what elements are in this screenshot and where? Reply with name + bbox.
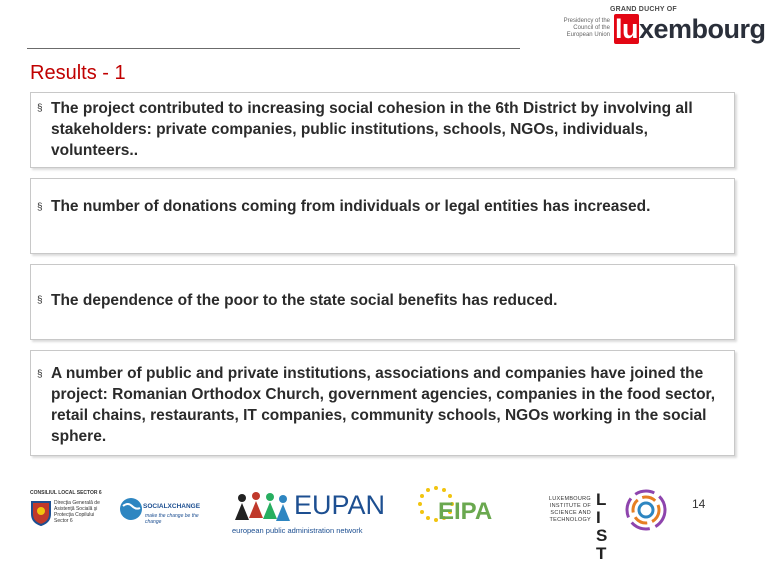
bullet-icon: §	[37, 369, 43, 380]
lux-suffix: xembourg	[639, 14, 766, 44]
header-divider	[27, 48, 520, 49]
bullet-icon: §	[37, 202, 43, 213]
result-text: The dependence of the poor to the state social benefits has reduced.	[51, 292, 558, 309]
slide-title: Results - 1	[30, 62, 126, 84]
page-number: 14	[692, 497, 706, 511]
result-box-2	[30, 178, 735, 254]
result-box-4	[30, 350, 735, 456]
luxembourg-wordmark	[614, 14, 766, 45]
dgaspc-text: Direcţia Generală de Asistenţă Socială şi Protecţia Copilului Sector 6	[54, 500, 100, 524]
social-change-tagline: make the change be the change	[145, 513, 199, 525]
result-box-1	[30, 92, 735, 168]
list-institute-text: LUXEMBOURG INSTITUTE OF SCIENCE AND TECHNOLOGY	[548, 496, 591, 523]
grand-duchy-text: GRAND DUCHY OF	[610, 6, 677, 13]
eupan-subtitle: european public administration network	[232, 526, 363, 535]
consiliul-text: CONSILIUL LOCAL SECTOR 6	[30, 490, 102, 496]
result-text: A number of public and private institutions, associations and companies have joined the project: Romanian Orthodox Church, government agencies, companies in the food sector, retail chains, restaurants, IT companies, community schools, NGOs working in the social sphere.	[51, 365, 716, 445]
eipa-wordmark: EIPA	[438, 498, 493, 525]
list-wordmark: LIST	[596, 490, 612, 563]
partner-logos	[0, 482, 780, 563]
result-text: The project contributed to increasing social cohesion in the 6th District by involving all stakeholders: private companies, public institutions, schools, NGOs, individuals, volunteers..	[51, 100, 693, 159]
result-text: The number of donations coming from individuals or legal entities has increased.	[51, 198, 651, 215]
list-circle-icon	[624, 488, 668, 532]
social-change-text: SOCIALXCHANGE	[143, 503, 201, 510]
coat-of-arms-icon	[30, 500, 52, 526]
result-box-3	[30, 264, 735, 340]
luxembourg-presidency-logo	[548, 6, 772, 50]
bullet-icon: §	[37, 295, 43, 306]
eupan-wordmark: EUPAN	[294, 490, 386, 520]
presidency-text: Presidency of the Council of the European Union	[563, 18, 610, 38]
bullet-icon: §	[37, 103, 43, 114]
lux-prefix: lu	[615, 14, 638, 44]
eupan-figures-icon	[232, 488, 292, 526]
globe-icon	[118, 496, 144, 522]
